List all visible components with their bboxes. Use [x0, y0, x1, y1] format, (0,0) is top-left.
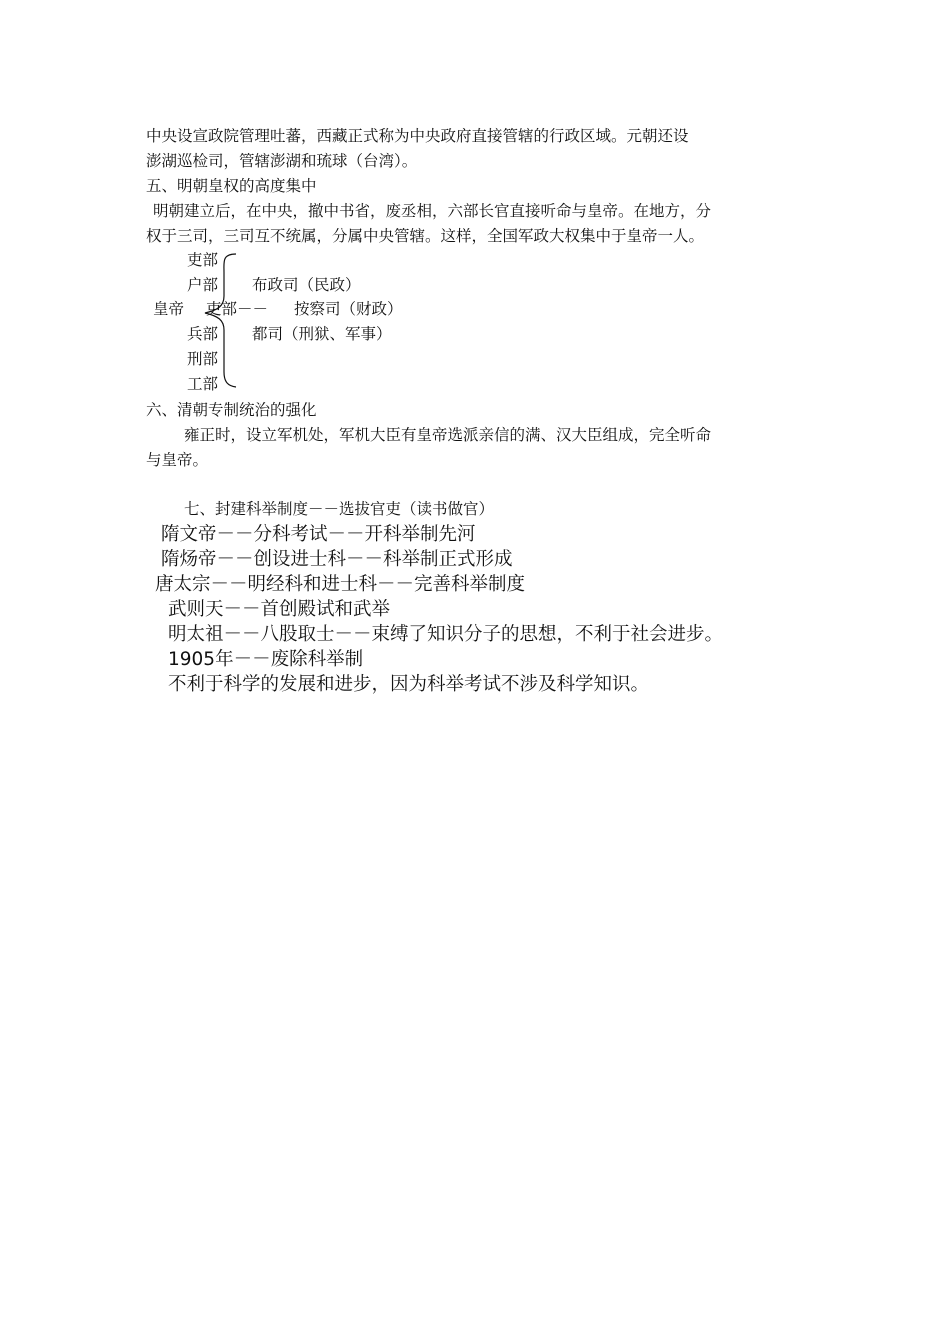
- office-label: 都司（刑狱、军事）: [252, 325, 392, 343]
- section-5-para-line-2: 权于三司，三司互不统属，分属中央管辖。这样，全国军政大权集中于皇帝一人。: [146, 227, 705, 245]
- exam-item: 隋文帝－－分科考试－－开科举制先河: [161, 524, 476, 545]
- exam-item: 武则天－－首创殿试和武举: [168, 599, 391, 620]
- section-6-heading: 六、清朝专制统治的强化: [146, 401, 317, 419]
- ministry-label: 吏部－－: [206, 300, 269, 318]
- emperor-label: 皇帝: [153, 300, 185, 318]
- ministry-label: 吏部: [187, 251, 219, 269]
- section-6-para-line-2: 与皇帝。: [146, 451, 209, 469]
- ministry-label: 户部: [187, 276, 219, 294]
- exam-item: 不利于科学的发展和进步，因为科举考试不涉及科学知识。: [168, 674, 650, 695]
- ministry-label: 工部: [187, 375, 219, 393]
- office-label: 布政司（民政）: [252, 276, 361, 294]
- exam-item: 唐太宗－－明经科和进士科－－完善科举制度: [155, 574, 526, 595]
- ministry-label: 兵部: [187, 325, 219, 343]
- exam-item: 明太祖－－八股取士－－束缚了知识分子的思想，不利于社会进步。: [168, 624, 724, 645]
- office-label: 按察司（财政）: [294, 300, 403, 318]
- ministry-label: 刑部: [187, 350, 219, 368]
- section-6-para-line-1: 雍正时，设立军机处，军机大臣有皇帝选派亲信的满、汉大臣组成，完全听命: [184, 426, 712, 444]
- section-7-heading: 七、封建科举制度－－选拔官吏（读书做官）: [184, 500, 495, 518]
- section-5-para-line-1: 明朝建立后，在中央，撤中书省，废丞相，六部长官直接听命与皇帝。在地方，分: [153, 202, 712, 220]
- intro-line-2: 澎湖巡检司，管辖澎湖和琉球（台湾）。: [146, 152, 418, 170]
- section-5-heading: 五、明朝皇权的高度集中: [146, 177, 317, 195]
- exam-item: 隋炀帝－－创设进士科－－科举制正式形成: [161, 549, 513, 570]
- intro-line-1: 中央设宣政院管理吐蕃，西藏正式称为中央政府直接管辖的行政区域。元朝还设: [146, 127, 689, 145]
- exam-item: 1905年－－废除科举制: [168, 649, 364, 670]
